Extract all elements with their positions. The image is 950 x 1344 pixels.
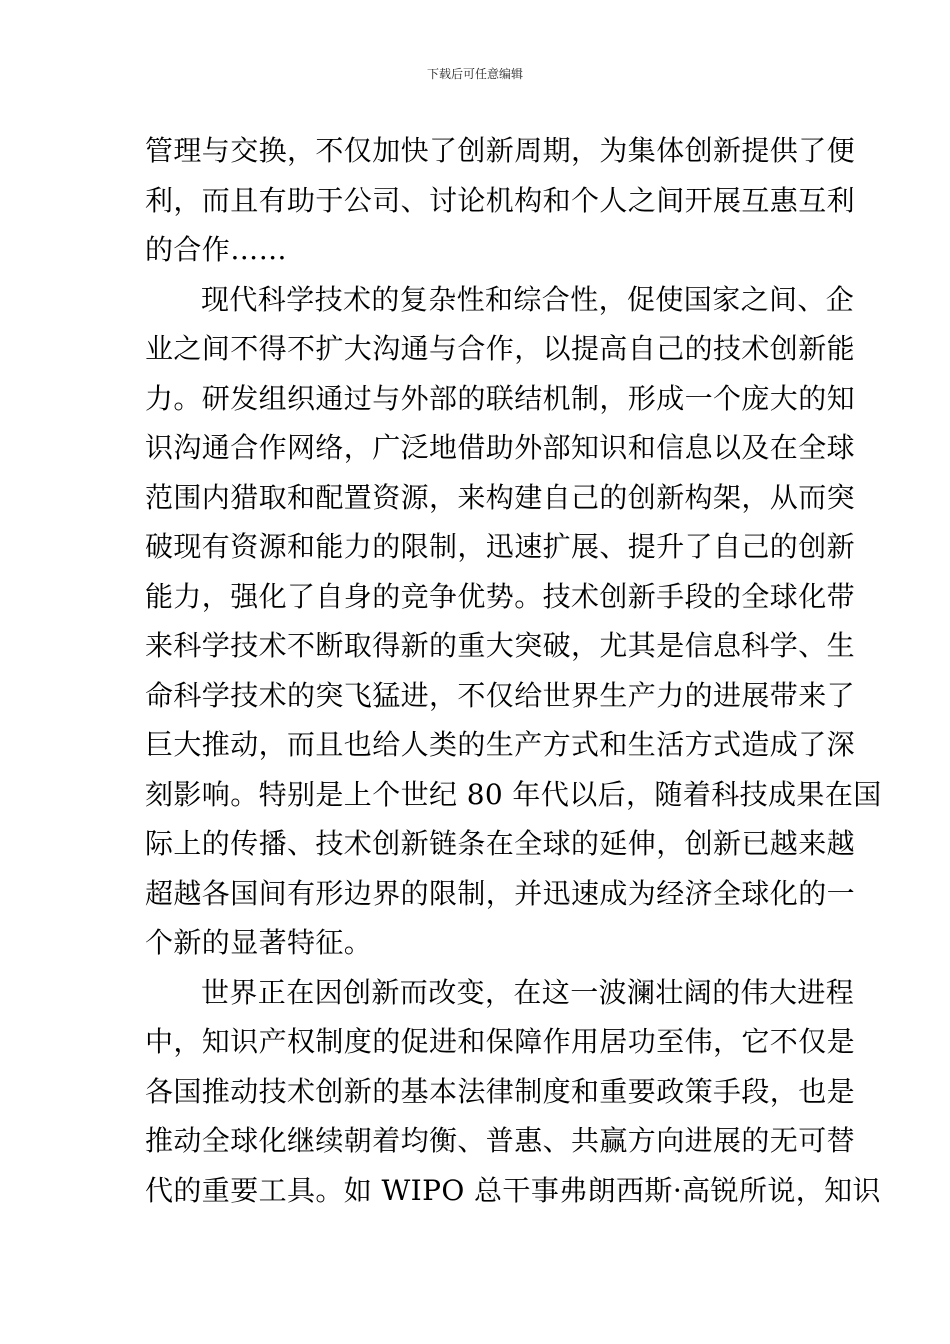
text-line: 管理与交换，不仅加快了创新周期，为集体创新提供了便 xyxy=(145,134,856,167)
text-line: 巨大推动，而且也给人类的生产方式和生活方式造成了深 xyxy=(145,728,856,761)
text-line: 利，而且有助于公司、讨论机构和个人之间开展互惠互利 xyxy=(145,183,856,217)
text-line: 世界正在因创新而改变，在这一波澜壮阔的伟大进程 xyxy=(201,975,855,1009)
page-header: 下载后可任意编辑 xyxy=(426,67,523,81)
text-line: 代的重要工具。如 WIPO 总干事弗朗西斯·高锐所说，知识 xyxy=(145,1173,881,1207)
text-line: 力。研发组织通过与外部的联结机制，形成一个庞大的知 xyxy=(145,381,856,415)
text-line: 超越各国间有形边界的限制，并迅速成为经济全球化的一 xyxy=(145,876,856,910)
paragraph-2 xyxy=(145,275,882,968)
paragraph-1 xyxy=(145,126,856,275)
text-line: 识沟通合作网络，广泛地借助外部知识和信息以及在全球 xyxy=(145,431,856,464)
text-line: 破现有资源和能力的限制，迅速扩展、提升了自己的创新 xyxy=(145,530,856,563)
text-line: 范围内猎取和配置资源，来构建自己的创新构架，从而突 xyxy=(145,480,856,514)
body-text xyxy=(145,126,882,1215)
text-line: 命科学技术的突飞猛进，不仅给世界生产力的进展带来了 xyxy=(145,678,856,712)
text-line: 中，知识产权制度的促进和保障作用居功至伟，它不仅是 xyxy=(145,1025,856,1058)
text-line: 来科学技术不断取得新的重大突破，尤其是信息科学、生 xyxy=(145,629,856,662)
text-line: 推动全球化继续朝着均衡、普惠、共赢方向进展的无可替 xyxy=(145,1124,856,1157)
text-line: 业之间不得不扩大沟通与合作，以提高自己的技术创新能 xyxy=(145,332,856,365)
text-line: 的合作…… xyxy=(145,233,288,266)
text-line: 能力，强化了自身的竞争优势。技术创新手段的全球化带 xyxy=(145,579,856,613)
text-line: 各国推动技术创新的基本法律制度和重要政策手段，也是 xyxy=(145,1074,856,1108)
text-line: 个新的显著特征。 xyxy=(145,926,373,959)
paragraph-3 xyxy=(145,968,881,1216)
text-line: 刻影响。特别是上个世纪 80 年代以后，随着科技成果在国 xyxy=(145,777,882,811)
text-line: 际上的传播、技术创新链条在全球的延伸，创新已越来越 xyxy=(145,827,856,860)
text-line: 现代科学技术的复杂性和综合性，促使国家之间、企 xyxy=(201,282,855,316)
